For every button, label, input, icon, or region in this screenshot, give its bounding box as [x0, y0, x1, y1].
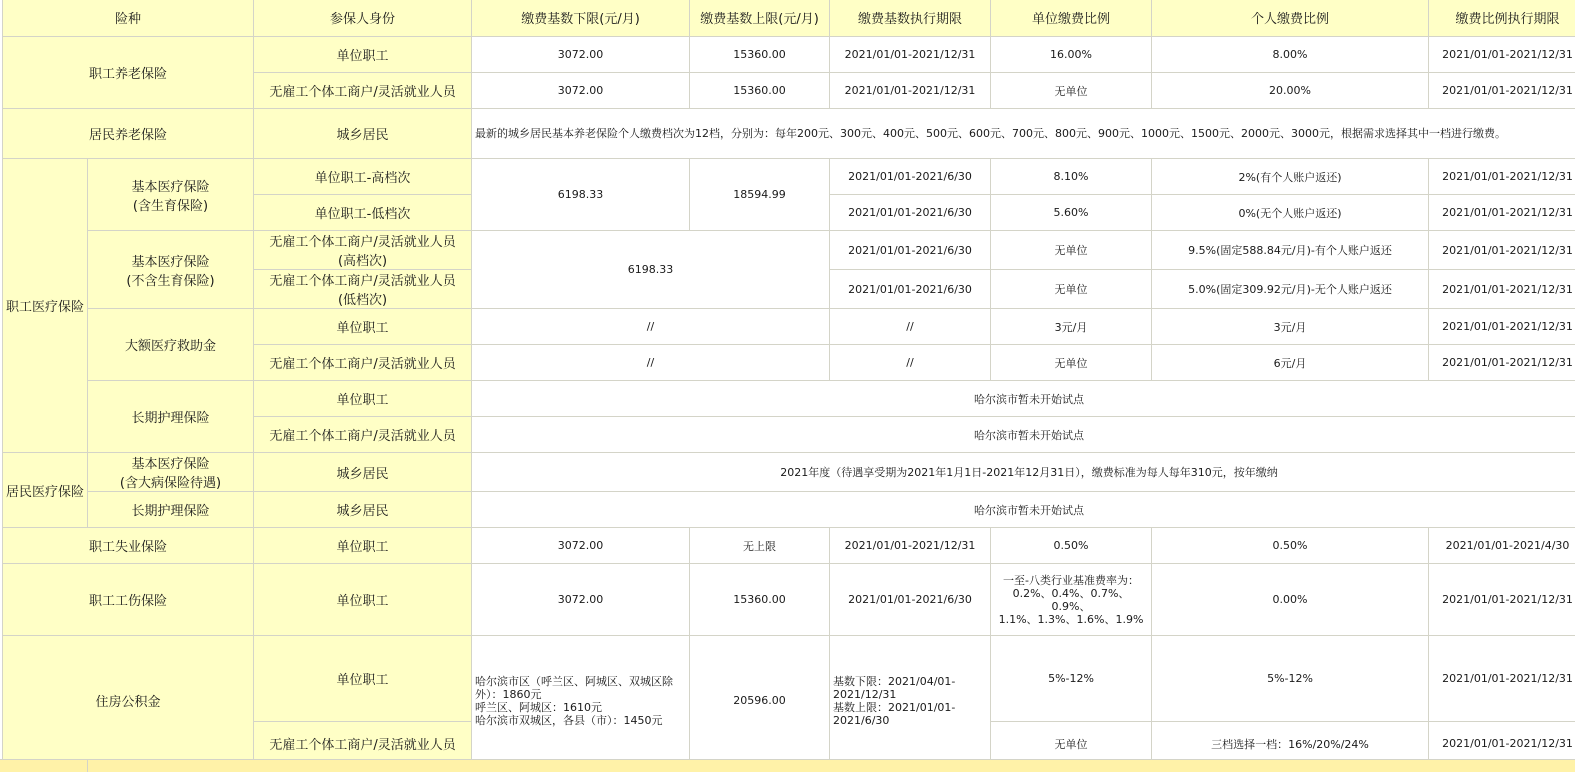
identity-cell: 单位职工 [254, 564, 472, 636]
base-max-cell: 18594.99 [690, 159, 830, 231]
header-unit-rate: 单位缴费比例 [991, 0, 1152, 37]
resident-medical-name: 居民医疗保险 [3, 453, 88, 528]
header-base-min: 缴费基数下限(元/月) [472, 0, 690, 37]
personal-rate-cell: 6元/月 [1152, 345, 1429, 381]
identity-cell: 单位职工-低档次 [254, 195, 472, 231]
header-personal-rate: 个人缴费比例 [1152, 0, 1429, 37]
base-max-cell: 15360.00 [690, 564, 830, 636]
rate-period-cell: 2021/01/01-2021/12/31 [1429, 722, 1575, 766]
unit-rate-cell: 0.50% [991, 528, 1152, 564]
table-footer-strip [0, 759, 1575, 772]
identity-cell: 无雇工个体工商户/灵活就业人员 [254, 722, 472, 766]
pension-name: 职工养老保险 [3, 37, 254, 109]
unit-rate-cell: 5%-12% [991, 636, 1152, 722]
header-base-max: 缴费基数上限(元/月) [690, 0, 830, 37]
resident-pension-name: 居民养老保险 [3, 109, 254, 159]
identity-cell: 单位职工 [254, 636, 472, 722]
base-max-cell: 15360.00 [690, 73, 830, 109]
base-max-cell: 无上限 [690, 528, 830, 564]
base-cell: // [472, 309, 830, 345]
base-period-cell: 2021/01/01-2021/12/31 [830, 73, 991, 109]
unit-rate-cell: 一至-八类行业基准费率为： 0.2%、0.4%、0.7%、0.9%、 1.1%、1.3%、1.6%、1.9% [991, 564, 1152, 636]
table-row [3, 381, 1575, 417]
note-cell: 哈尔滨市暂未开始试点 [472, 381, 1575, 417]
housing-base-min: 哈尔滨市区（呼兰区、阿城区、双城区除 外）：1860元 呼兰区、阿城区：1610元 哈尔滨市双城区，各县（市）：1450元 [472, 636, 690, 766]
base-period-cell: 2021/01/01-2021/6/30 [830, 231, 991, 270]
table-row [3, 636, 1575, 722]
header-insurance-type: 险种 [3, 0, 254, 37]
injury-name: 职工工伤保险 [3, 564, 254, 636]
housing-base-max: 20596.00 [690, 636, 830, 766]
personal-rate-cell: 2%(有个人账户返还) [1152, 159, 1429, 195]
base-period-cell: // [830, 309, 991, 345]
base-min-cell: 6198.33 [472, 159, 690, 231]
identity-cell: 单位职工 [254, 381, 472, 417]
base-period-cell: 2021/01/01-2021/6/30 [830, 195, 991, 231]
unit-rate-cell: 5.60% [991, 195, 1152, 231]
note-cell: 哈尔滨市暂未开始试点 [472, 492, 1575, 528]
footer-divider [87, 760, 88, 772]
identity-cell: 城乡居民 [254, 453, 472, 492]
base-min-cell: 3072.00 [472, 73, 690, 109]
header-row [3, 0, 1575, 37]
housing-name: 住房公积金 [3, 636, 254, 766]
table-row [3, 37, 1575, 73]
table-row [3, 453, 1575, 492]
housing-base-period: 基数下限：2021/04/01- 2021/12/31 基数上限：2021/01/01- 2021/6/30 [830, 636, 991, 766]
rate-period-cell: 2021/01/01-2021/12/31 [1429, 195, 1575, 231]
resident-medical-ltc: 长期护理保险 [88, 492, 254, 528]
note-cell: 2021年度（待遇享受期为2021年1月1日-2021年12月31日），缴费标准为每人每年310元，按年缴纳 [472, 453, 1575, 492]
header-base-period: 缴费基数执行期限 [830, 0, 991, 37]
base-cell: // [472, 345, 830, 381]
base-period-cell: 2021/01/01-2021/6/30 [830, 270, 991, 309]
personal-rate-cell: 0%(无个人账户返还) [1152, 195, 1429, 231]
unit-rate-cell: 无单位 [991, 270, 1152, 309]
base-period-cell: 2021/01/01-2021/12/31 [830, 37, 991, 73]
identity-cell: 单位职工 [254, 309, 472, 345]
base-period-cell: // [830, 345, 991, 381]
identity-cell: 无雇工个体工商户/灵活就业人员 [254, 345, 472, 381]
table-row [3, 309, 1575, 345]
social-insurance-table [2, 0, 1575, 766]
base-period-cell: 2021/01/01-2021/6/30 [830, 564, 991, 636]
personal-rate-cell: 8.00% [1152, 37, 1429, 73]
unit-rate-cell: 3元/月 [991, 309, 1152, 345]
personal-rate-cell: 三档选择一档：16%/20%/24% [1152, 722, 1429, 766]
note-cell: 哈尔滨市暂未开始试点 [472, 417, 1575, 453]
rate-period-cell: 2021/01/01-2021/12/31 [1429, 345, 1575, 381]
table-row [3, 109, 1575, 159]
unit-rate-cell: 16.00% [991, 37, 1152, 73]
personal-rate-cell: 3元/月 [1152, 309, 1429, 345]
rate-period-cell: 2021/01/01-2021/12/31 [1429, 636, 1575, 722]
identity-cell: 单位职工 [254, 528, 472, 564]
personal-rate-cell: 0.50% [1152, 528, 1429, 564]
personal-rate-cell: 20.00% [1152, 73, 1429, 109]
table-row [3, 564, 1575, 636]
medical-ltc: 长期护理保险 [88, 381, 254, 453]
unit-rate-cell: 8.10% [991, 159, 1152, 195]
unit-rate-cell: 无单位 [991, 231, 1152, 270]
rate-period-cell: 2021/01/01-2021/12/31 [1429, 73, 1575, 109]
identity-cell: 无雇工个体工商户/灵活就业人员 (低档次) [254, 270, 472, 309]
rate-period-cell: 2021/01/01-2021/4/30 [1429, 528, 1575, 564]
medical-basic-b: 基本医疗保险 (不含生育保险) [88, 231, 254, 309]
medical-name: 职工医疗保险 [3, 159, 88, 453]
identity-cell: 无雇工个体工商户/灵活就业人员 (高档次) [254, 231, 472, 270]
unit-rate-cell: 无单位 [991, 73, 1152, 109]
identity-cell: 无雇工个体工商户/灵活就业人员 [254, 417, 472, 453]
base-cell: 6198.33 [472, 231, 830, 309]
unemployment-name: 职工失业保险 [3, 528, 254, 564]
rate-period-cell: 2021/01/01-2021/12/31 [1429, 564, 1575, 636]
table-row [3, 159, 1575, 195]
resident-pension-note: 最新的城乡居民基本养老保险个人缴费档次为12档，分别为：每年200元、300元、400元、500元、600元、700元、800元、900元、1000元、1500元、2000元、3000元，根据需求选择其中一档进行缴费。 [472, 109, 1575, 159]
table-row [3, 528, 1575, 564]
identity-cell: 无雇工个体工商户/灵活就业人员 [254, 73, 472, 109]
base-min-cell: 3072.00 [472, 37, 690, 73]
table-row [3, 231, 1575, 270]
table-row [3, 492, 1575, 528]
rate-period-cell: 2021/01/01-2021/12/31 [1429, 309, 1575, 345]
personal-rate-cell: 5%-12% [1152, 636, 1429, 722]
base-period-cell: 2021/01/01-2021/6/30 [830, 159, 991, 195]
base-min-cell: 3072.00 [472, 528, 690, 564]
medical-aid: 大额医疗救助金 [88, 309, 254, 381]
header-insured-identity: 参保人身份 [254, 0, 472, 37]
identity-cell: 城乡居民 [254, 109, 472, 159]
identity-cell: 单位职工-高档次 [254, 159, 472, 195]
resident-medical-basic: 基本医疗保险 (含大病保险待遇) [88, 453, 254, 492]
header-rate-period: 缴费比例执行期限 [1429, 0, 1575, 37]
medical-basic-a: 基本医疗保险 (含生育保险) [88, 159, 254, 231]
base-period-cell: 2021/01/01-2021/12/31 [830, 528, 991, 564]
identity-cell: 城乡居民 [254, 492, 472, 528]
unit-rate-cell: 无单位 [991, 345, 1152, 381]
personal-rate-cell: 0.00% [1152, 564, 1429, 636]
unit-rate-cell: 无单位 [991, 722, 1152, 766]
personal-rate-cell: 5.0%(固定309.92元/月)-无个人账户返还 [1152, 270, 1429, 309]
rate-period-cell: 2021/01/01-2021/12/31 [1429, 159, 1575, 195]
identity-cell: 单位职工 [254, 37, 472, 73]
base-min-cell: 3072.00 [472, 564, 690, 636]
personal-rate-cell: 9.5%(固定588.84元/月)-有个人账户返还 [1152, 231, 1429, 270]
base-max-cell: 15360.00 [690, 37, 830, 73]
rate-period-cell: 2021/01/01-2021/12/31 [1429, 231, 1575, 270]
rate-period-cell: 2021/01/01-2021/12/31 [1429, 37, 1575, 73]
rate-period-cell: 2021/01/01-2021/12/31 [1429, 270, 1575, 309]
